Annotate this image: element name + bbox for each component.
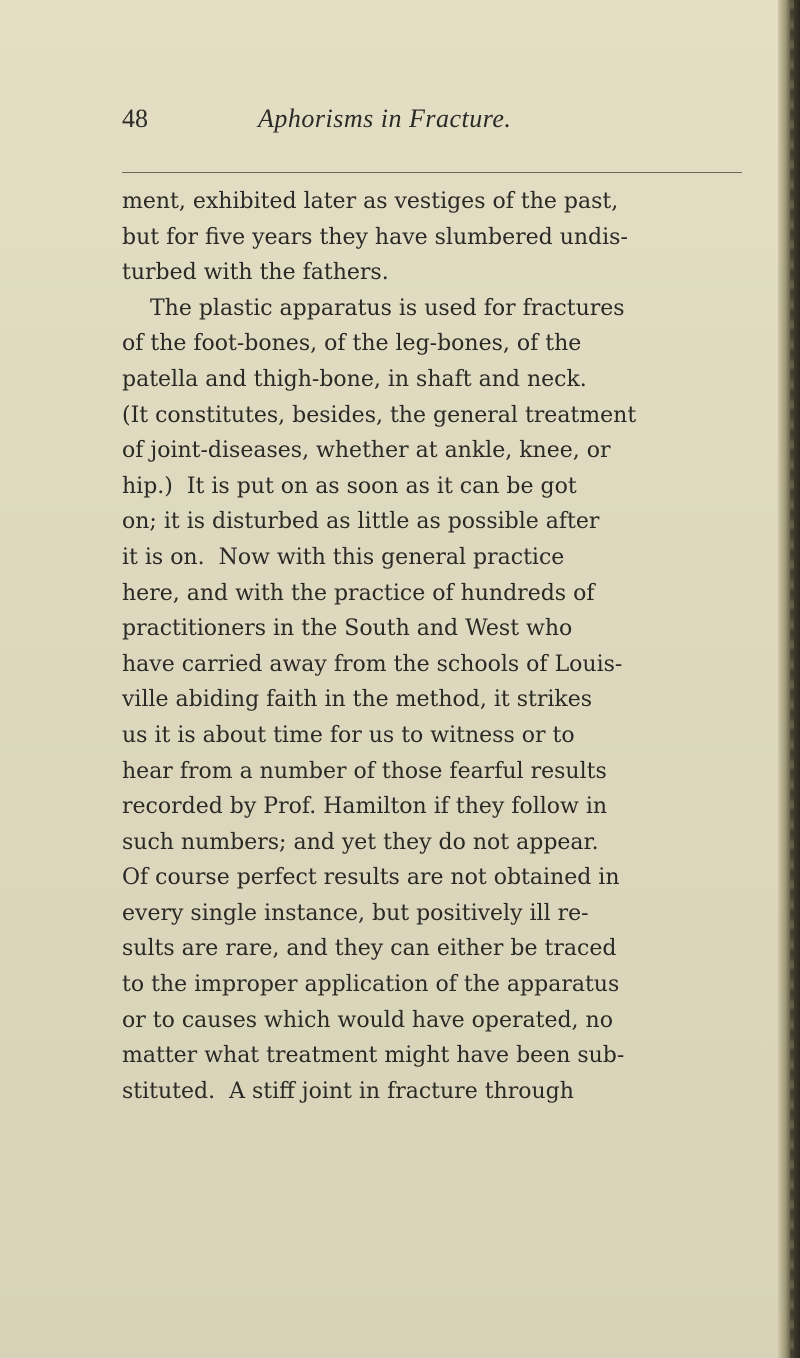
text-line: on; it is disturbed as little as possible after	[122, 509, 600, 535]
text-line: ville abiding faith in the method, it strikes	[122, 687, 593, 713]
book-edge-shadow	[778, 0, 800, 1358]
text-line: but for five years they have slumbered undis-	[122, 224, 628, 250]
body-text	[122, 184, 754, 1109]
text-line: such numbers; and yet they do not appear.	[122, 829, 599, 855]
header-rule	[122, 172, 742, 173]
text-line: matter what treatment might have been sub-	[122, 1043, 625, 1069]
text-line: patella and thigh-bone, in shaft and neck.	[122, 366, 587, 392]
running-head	[122, 104, 742, 144]
text-line: stituted. A stiff joint in fracture through	[122, 1078, 574, 1104]
text-line: The plastic apparatus is used for fractures	[122, 295, 625, 321]
text-line: of joint-diseases, whether at ankle, knee, or	[122, 438, 611, 464]
text-line: practitioners in the South and West who	[122, 616, 573, 642]
text-line: recorded by Prof. Hamilton if they follow in	[122, 794, 608, 820]
text-line: to the improper application of the apparatus	[122, 972, 620, 998]
text-line: of the foot-bones, of the leg-bones, of the	[122, 331, 582, 357]
text-line: Of course perfect results are not obtained in	[122, 865, 620, 891]
text-line: hip.) It is put on as soon as it can be got	[122, 473, 577, 499]
text-line: have carried away from the schools of Louis-	[122, 651, 623, 677]
text-line: us it is about time for us to witness or to	[122, 722, 575, 748]
text-line: ment, exhibited later as vestiges of the past,	[122, 189, 619, 214]
page-number: 48	[122, 104, 148, 133]
text-line: here, and with the practice of hundreds of	[122, 580, 595, 606]
text-line: hear from a number of those fearful results	[122, 758, 607, 784]
text-line: sults are rare, and they can either be traced	[122, 936, 617, 962]
text-line: it is on. Now with this general practice	[122, 544, 565, 570]
text-line: turbed with the fathers.	[122, 260, 389, 286]
text-line: (It constitutes, besides, the general treatment	[122, 402, 637, 428]
text-line: or to causes which would have operated, no	[122, 1007, 613, 1033]
book-binding-edge	[790, 0, 794, 1358]
running-head-title: Aphorisms in Fracture.	[258, 104, 512, 133]
text-line: every single instance, but positively ill re-	[122, 900, 589, 926]
